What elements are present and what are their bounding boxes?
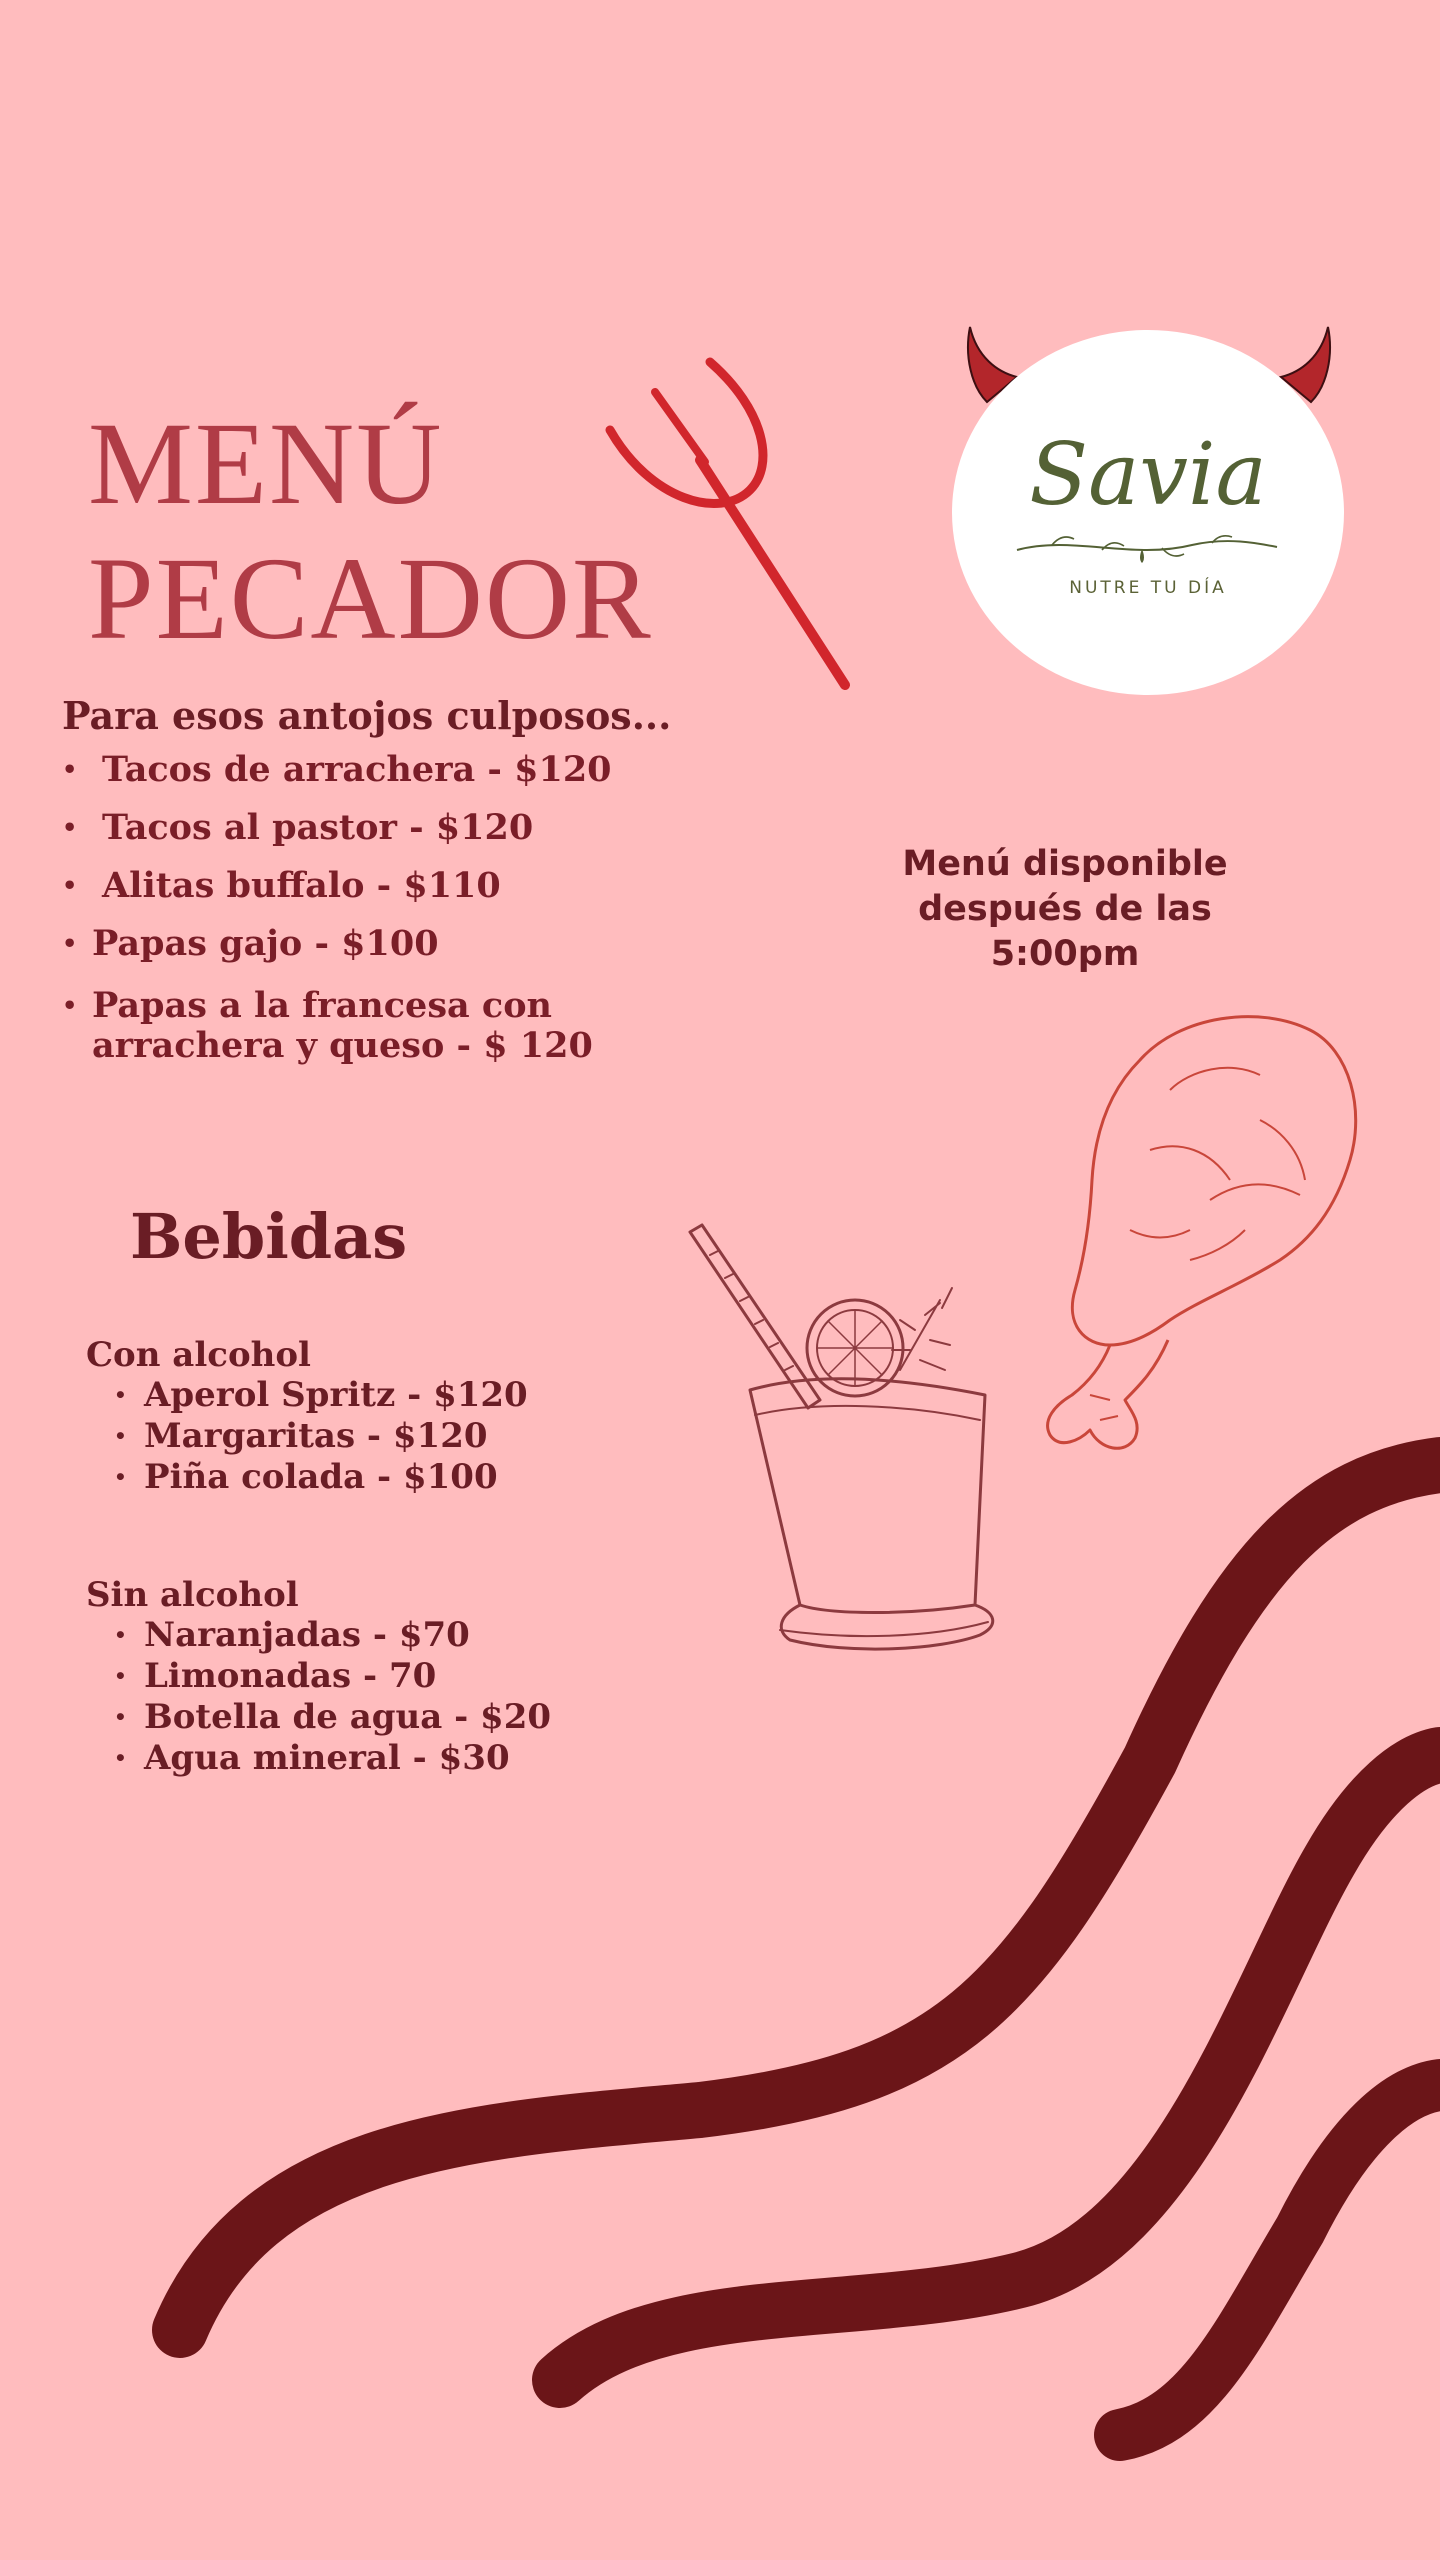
menu-title-line2: PECADOR — [88, 533, 653, 664]
logo-wordmark: Savia — [1029, 425, 1267, 525]
section-bebidas-heading: Bebidas — [130, 1200, 408, 1273]
list-item: • Papas gajo - $100 — [62, 923, 439, 964]
menu-subtitle: Para esos antojos culposos... — [62, 693, 672, 738]
cocktail-illustration — [680, 1220, 1020, 1680]
list-item: • Aperol Spritz - $120 — [114, 1375, 528, 1415]
food-list — [62, 750, 762, 1084]
sin-alcohol-list — [114, 1615, 551, 1779]
logo-vine-icon — [1012, 525, 1282, 565]
logo-tagline: NUTRE TU DÍA — [1069, 578, 1227, 598]
con-alcohol-list — [114, 1375, 528, 1498]
list-item: • Agua mineral - $30 — [114, 1738, 510, 1778]
availability-note: Menú disponible después de las 5:00pm — [902, 844, 1228, 974]
list-item: • Papas a la francesa con arrachera y queso - $ 120 — [62, 985, 593, 1066]
list-item: • Tacos de arrachera - $120 — [62, 749, 612, 790]
list-item: • Alitas buffalo - $110 — [62, 865, 501, 906]
menu-title-line1: MENÚ — [88, 398, 444, 529]
sin-alcohol-section — [86, 1575, 551, 1779]
list-item: • Botella de agua - $20 — [114, 1697, 552, 1737]
list-item: • Piña colada - $100 — [114, 1457, 498, 1497]
list-item: • Naranjadas - $70 — [114, 1615, 470, 1655]
con-alcohol-section — [86, 1335, 528, 1498]
list-item: • Margaritas - $120 — [114, 1416, 488, 1456]
savia-logo — [952, 330, 1344, 695]
list-item: • Tacos al pastor - $120 — [62, 807, 534, 848]
con-alcohol-label: Con alcohol — [86, 1335, 311, 1375]
chicken-leg-illustration — [1030, 1000, 1370, 1460]
list-item: • Limonadas - 70 — [114, 1656, 437, 1696]
sin-alcohol-label: Sin alcohol — [86, 1575, 299, 1615]
